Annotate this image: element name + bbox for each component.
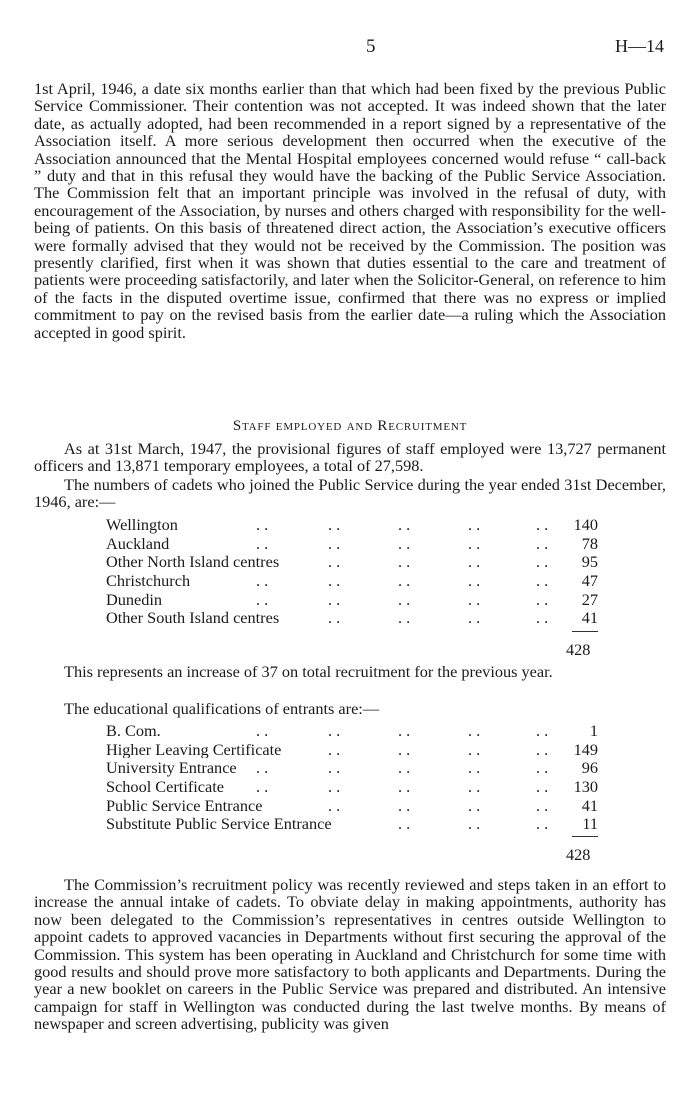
leader-dots: . . . . . . . . <box>328 795 549 815</box>
row-value: 96 <box>581 758 598 778</box>
row-label: Wellington <box>106 515 182 535</box>
row-value: 41 <box>581 795 598 815</box>
row-value: 149 <box>573 739 598 759</box>
row-value: 140 <box>573 515 598 534</box>
leader-dots: . . . . . . . . . . <box>256 777 549 797</box>
cadets-table <box>106 515 598 627</box>
row-label: Higher Leaving Certificate <box>106 740 285 760</box>
qualifications-total: 428 <box>566 845 591 864</box>
leader-dots: . . . . . . . . . . <box>256 515 549 534</box>
table-row <box>106 777 598 796</box>
leader-dots: . . . . . . . . . . <box>256 533 549 553</box>
paragraph-cadets-intro: The numbers of cadets who joined the Public Service during the year ended 31st December, 1946, are:— <box>34 475 666 512</box>
row-value: 95 <box>581 552 598 572</box>
row-value: 47 <box>581 571 598 591</box>
row-label: B. Com. <box>106 721 165 741</box>
paragraph-staff-employed: As at 31st March, 1947, the provisional figures of staff employed were 13,727 permanent officers and 13,871 temporary employees, a total of 27,598. <box>34 439 666 476</box>
row-label: Other South Island centres <box>106 608 283 628</box>
qualifications-total-rule <box>572 836 598 837</box>
row-label: Auckland <box>106 534 173 554</box>
table-row <box>106 608 598 627</box>
section-heading-text: Staff employed and Recruitment <box>232 418 468 434</box>
qualifications-table <box>106 721 598 833</box>
leader-dots: . . . . . . . . . . <box>256 589 549 609</box>
row-label: Other North Island centres <box>106 552 283 572</box>
paragraph-qualifications-intro: The educational qualifications of entrants are:— <box>64 699 380 718</box>
table-row <box>106 814 598 833</box>
leader-dots: . . . . . . . . <box>328 739 549 759</box>
table-row <box>106 552 598 571</box>
row-label: Dunedin <box>106 590 166 610</box>
leader-dots: . . . . . . . . . . <box>256 758 549 778</box>
row-value: 41 <box>581 608 598 628</box>
table-row <box>106 740 598 759</box>
leader-dots: . . . . . . . . <box>328 608 549 628</box>
leader-dots: . . . . . . . . . . <box>256 721 549 740</box>
cadets-total-rule <box>572 631 598 632</box>
leader-dots: . . . . . . . . . . <box>256 571 549 591</box>
paragraph-recruitment-increase: This represents an increase of 37 on total recruitment for the previous year. <box>64 662 553 681</box>
row-label: Christchurch <box>106 571 194 591</box>
table-row <box>106 534 598 553</box>
paragraph-overtime-dispute: 1st April, 1946, a date six months earlier than that which had been fixed by the previous Public Service Commissioner. Their contention was not accepted. It was indeed shown that the later date, as actually adopted, had been recommended in a report signed by a representative of the Association itself. A more serious development then occurred when the executive of the Association announced that the Mental Hospital employees concerned would refuse “ call-back ” duty and that in this refusal they would have the backing of the Public Service Association. The Commission felt that an important principle was involved in the refusal of duty, with encouragement of the Association, by nurses and others charged with responsibility for the well-being of patients. On this basis of threatened direct action, the Association’s executive officers were formally advised that they would not be received by the Commission. The position was presently clarified, first when it was shown that duties essential to the care and treatment of patients were proceeding satisfactorily, and later when the Solicitor-General, on reference to him of the facts in the disputed overtime issue, confirmed that there was no express or implied commitment to pay on the revised basis from the earlier date—a ruling which the Association accepted in good spirit. <box>34 79 666 342</box>
row-label: University Entrance <box>106 758 241 778</box>
row-value: 78 <box>581 533 598 553</box>
table-row <box>106 571 598 590</box>
row-value: 130 <box>573 777 598 797</box>
cadets-total: 428 <box>566 640 591 659</box>
row-value: 11 <box>582 814 598 834</box>
paragraph-recruitment-policy: The Commission’s recruitment policy was recently reviewed and steps taken in an effort to increase the annual intake of cadets. To obviate delay in making appointments, authority has now been delegated to the Commission’s representatives in centres outside Wellington to appoint cadets to approved vacancies in Departments without first securing the approval of the Commission. This system has been operating in Auckland and Christchurch for some time with good results and should prove more satisfactory to both applicants and Departments. During the year a new booklet on careers in the Public Service was prepared and distributed. An intensive campaign for staff in Wellington was conducted during the last twelve months. By means of newspaper and screen advertising, publicity was given <box>34 875 666 1034</box>
row-value: 27 <box>581 589 598 609</box>
table-row <box>106 721 598 740</box>
table-row <box>106 590 598 609</box>
section-heading <box>34 418 666 435</box>
page-number: 5 <box>366 36 376 57</box>
leader-dots: . . . . . . <box>398 814 549 834</box>
leader-dots: . . . . . . . . <box>328 552 549 572</box>
table-row <box>106 515 598 534</box>
page-header <box>30 36 670 60</box>
table-row <box>106 796 598 815</box>
row-label: School Certificate <box>106 777 228 797</box>
table-row <box>106 758 598 777</box>
row-label: Public Service Entrance <box>106 796 266 816</box>
row-value: 1 <box>589 721 598 740</box>
document-reference: H—14 <box>615 36 664 56</box>
row-label: Substitute Public Service Entrance <box>106 814 336 834</box>
